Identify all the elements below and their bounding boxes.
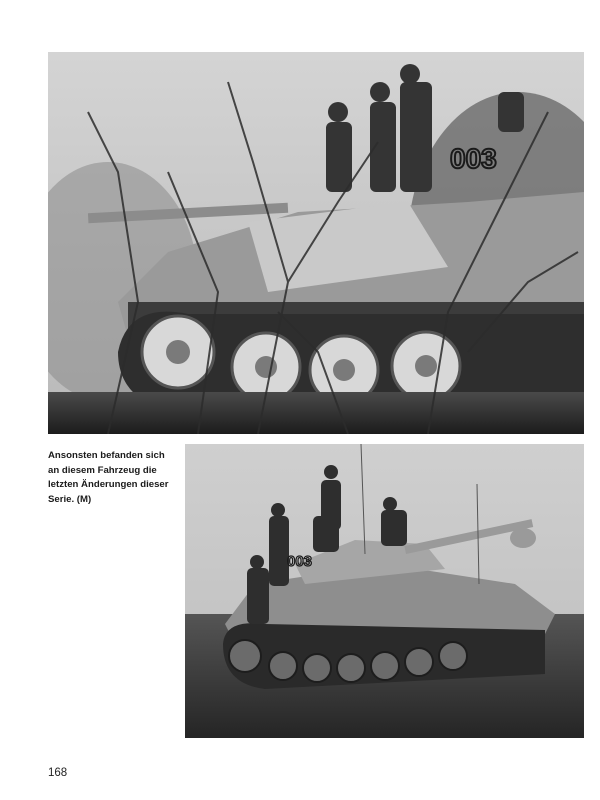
photo-top-image (48, 52, 584, 434)
bottom-hull-number: 003 (287, 553, 313, 570)
photo-bottom-image (185, 444, 584, 738)
photo-bottom-tank-field (185, 444, 584, 738)
photo-caption (48, 449, 176, 507)
caption-line: Ansonsten befanden sich (48, 450, 165, 461)
page-number: 168 (48, 767, 68, 779)
caption-line: an diesem Fahrzeug die (48, 464, 157, 476)
photo-top-camouflaged-tank (48, 52, 584, 434)
top-hull-number: 003 (450, 143, 497, 174)
caption-line: Serie. (M) (48, 493, 92, 505)
caption-line: letzten Änderungen dieser (48, 479, 169, 491)
